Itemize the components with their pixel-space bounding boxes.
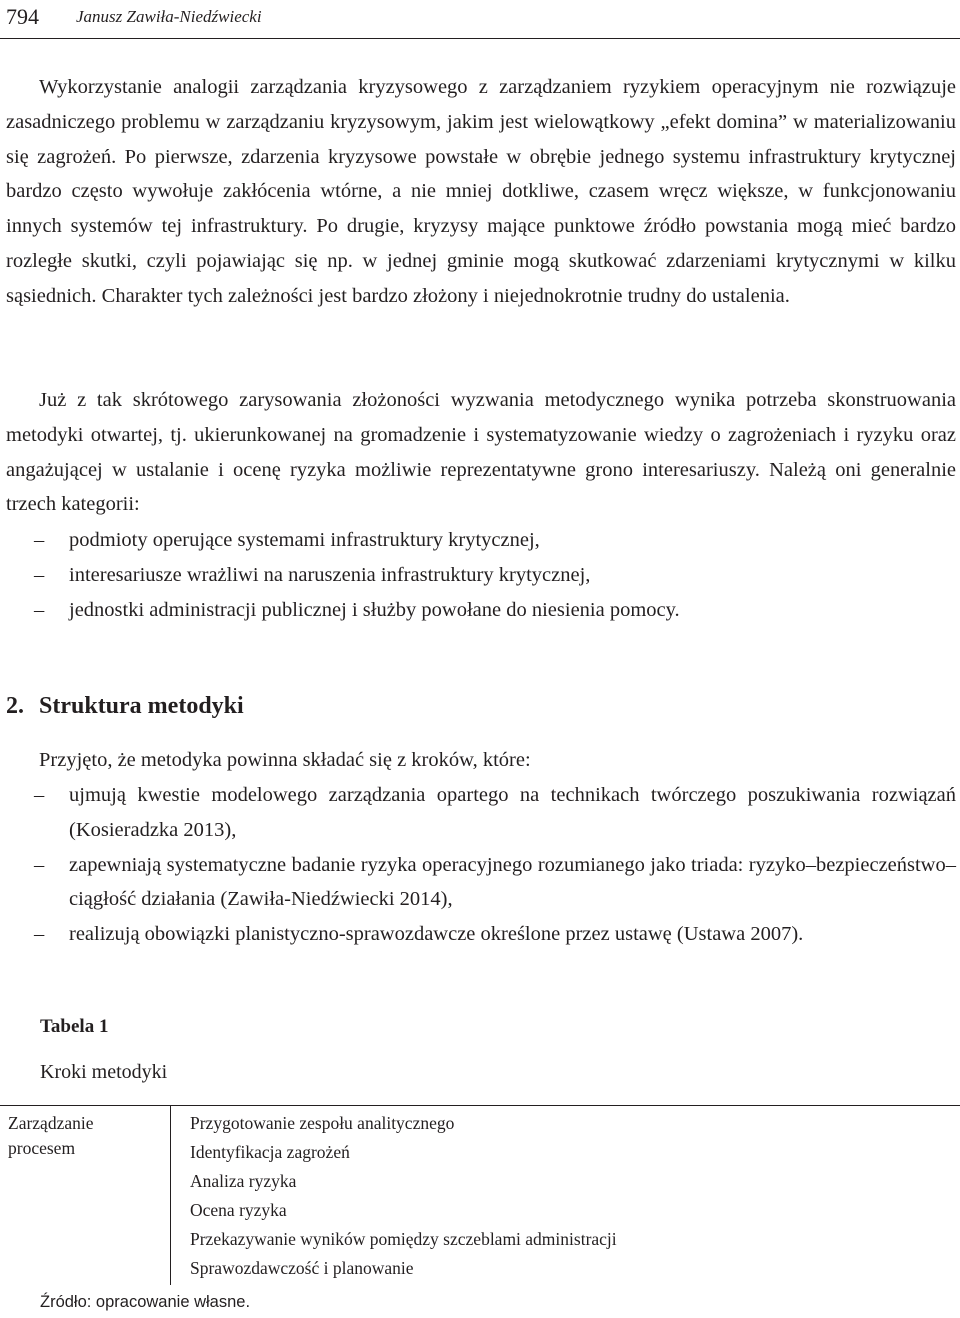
table-label: Tabela 1	[40, 1016, 109, 1037]
list-item: – interesariusze wrażliwi na naruszenia infrastruktury krytycznej,	[6, 558, 956, 593]
dash-marker: –	[34, 563, 45, 586]
paragraph-open-methodology: Już z tak skrótowego zarysowania złożoności wyzwania metodycznego wynika potrzeba skonstruowania metodyki otwartej, tj. ukierunkowanej na gromadzenie i systematyzowanie wiedzy o zagrożeniach i ryzyku oraz angażującej w ustalanie i ocenę ryzyka możliwie reprezentatywne grono interesariuszy. Należą oni generalnie trzech kategorii:	[6, 389, 956, 516]
stakeholder-list	[6, 523, 956, 627]
table-row: Identyfikacja zagrożeń	[190, 1142, 350, 1162]
paragraph-domino-effect: Wykorzystanie analogii zarządzania kryzysowego z zarządzaniem ryzykiem operacyjnym nie rozwiązuje zasadniczego problemu w zarządzaniu kryzysowym, jakim jest wielowątkowy „efekt domina” w materializowaniu się zagrożeń. Po pierwsze, zdarzenia kryzysowe powstałe w obrębie jednego systemu infrastruktury krytycznej bardzo często wywołuje zakłócenia wtórne, a nie mniej dotkliwe, czasem wręcz większe, w funkcjonowaniu innych systemów tej infrastruktury. Po drugie, kryzysy mające punktowe źródło powstania mogą mieć bardzo rozległe skutki, czyli pojawiając się np. w jednej gminie mogą skutkować zdarzeniami krytycznymi w kilku sąsiednich. Charakter tych zależności jest bardzo złożony i niejednokrotnie trudny do ustalenia.	[6, 76, 956, 307]
page-number: 794	[6, 4, 39, 29]
section-number: 2.	[6, 693, 24, 719]
section-intro: Przyjęto, że metodyka powinna składać się z kroków, które:	[39, 749, 531, 771]
list-item: – ujmują kwestie modelowego zarządzania opartego na technikach twórczego poszukiwania rozwiązań (Kosieradzka 2013),	[6, 778, 956, 848]
dash-marker: –	[34, 923, 45, 946]
table-category-cell: Zarządzanie procesem	[8, 1113, 94, 1158]
section-title: Struktura metodyki	[39, 693, 244, 719]
table-source-note: Źródło: opracowanie własne.	[40, 1293, 251, 1311]
list-item: – zapewniają systematyczne badanie ryzyka operacyjnego rozumianego jako triada: ryzyko–bezpieczeństwo–ciągłość działania (Zawiła-Niedźwiecki 2014),	[6, 848, 956, 918]
table-row: Przygotowanie zespołu analitycznego	[190, 1113, 455, 1133]
table-row: Przekazywanie wyników pomiędzy szczeblami administracji	[190, 1229, 617, 1249]
table-column-divider	[170, 1105, 171, 1285]
table-title: Kroki metodyki	[40, 1061, 168, 1083]
dash-marker: –	[34, 529, 45, 551]
dash-marker: –	[34, 784, 45, 806]
list-item: – podmioty operujące systemami infrastruktury krytycznej,	[6, 523, 956, 558]
table-steps-list	[190, 1109, 617, 1283]
dash-marker: –	[34, 598, 45, 621]
dash-marker: –	[34, 853, 45, 876]
methodology-criteria-list	[6, 778, 956, 952]
table-row: Ocena ryzyka	[190, 1200, 287, 1220]
table-row: Sprawozdawczość i planowanie	[190, 1258, 414, 1278]
section-heading	[6, 693, 244, 720]
list-item: – jednostki administracji publicznej i służby powołane do niesienia pomocy.	[6, 593, 956, 628]
table-top-rule	[0, 1105, 960, 1106]
running-header-author: Janusz Zawiła-Niedźwiecki	[76, 7, 262, 26]
table-row: Analiza ryzyka	[190, 1171, 297, 1191]
list-item: – realizują obowiązki planistyczno-sprawozdawcze określone przez ustawę (Ustawa 2007).	[6, 917, 956, 952]
header-rule	[0, 38, 960, 39]
